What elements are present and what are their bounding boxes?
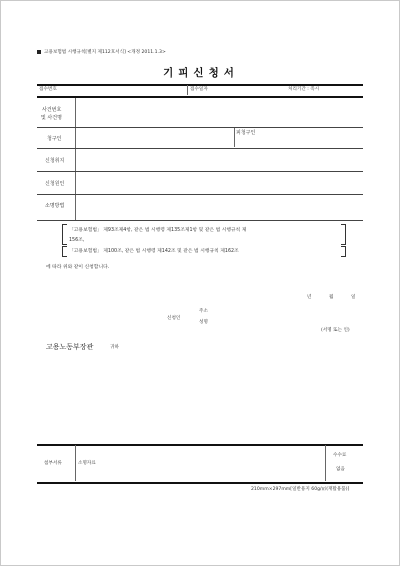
label-column-divider	[75, 98, 76, 220]
statute-line-4: 에 따라 위와 같이 신청합니다.	[46, 265, 110, 270]
statute-line-1: 「고용보험법」 제93조제4항, 같은 법 시행령 제135조제1항 및 같은 법 시행규칙 제	[69, 228, 247, 233]
reason-label: 신청원인	[45, 181, 65, 187]
attachments-label: 첨부서류	[44, 461, 62, 466]
sign-note: (서명 또는 인)	[321, 328, 350, 333]
bracket-right	[341, 224, 346, 245]
footer-bottom-border	[37, 482, 363, 484]
receipt-number-label: 접수번호	[39, 87, 57, 92]
row-divider	[37, 148, 363, 149]
fee-value: 없음	[336, 467, 345, 472]
applicant-label: 신청인	[167, 316, 181, 321]
table-header-divider	[37, 96, 363, 98]
bracket-left	[62, 224, 67, 245]
case-number-label-1: 사건번호	[42, 107, 62, 113]
divider	[234, 128, 235, 147]
form-reference-text: 고용보험법 시행규칙[별지 제112호서식] <개정 2011.1.3>	[44, 50, 166, 55]
case-number-label-2: 및 사건명	[41, 115, 62, 121]
divider	[187, 85, 188, 95]
date-year: 년	[307, 295, 312, 300]
addressee-honorific: 귀하	[110, 345, 119, 350]
date-day: 일	[351, 295, 356, 300]
date-month: 월	[329, 295, 334, 300]
row-divider	[37, 220, 363, 221]
footer-top-border	[37, 444, 363, 446]
address-label: 주소	[199, 309, 208, 314]
statute-line-3: 「고용보험법」 제100조, 같은 법 시행령 제142조 및 같은 법 시행규칙 제162조	[69, 249, 239, 254]
row-divider	[37, 127, 363, 128]
form-reference-header	[37, 49, 166, 55]
respondent-label: 피청구인	[236, 130, 256, 136]
statute-line-2: 156조,	[69, 238, 85, 243]
bracket-right	[341, 246, 346, 257]
fee-label: 수수료	[333, 453, 347, 458]
purpose-label: 신청취지	[45, 158, 65, 164]
processing-period-label: 처리기간 : 즉시	[288, 87, 320, 92]
evidence-label: 소명방법	[45, 203, 65, 209]
paper-spec: 210mm×297mm[일반용지 60g/㎡(재활용품)]	[251, 487, 350, 492]
receipt-date-label: 접수일자	[190, 87, 208, 92]
divider	[75, 445, 76, 481]
row-divider	[37, 194, 363, 195]
addressee-name: 고용노동부장관	[46, 343, 94, 351]
document-title: 기피신청서	[163, 67, 239, 79]
attachments-value: 소명자료	[78, 461, 96, 466]
divider	[325, 445, 326, 481]
row-divider	[37, 171, 363, 172]
bracket-left	[62, 246, 67, 257]
name-label: 성명	[199, 320, 208, 325]
claimant-label: 청구인	[47, 136, 62, 142]
square-bullet-icon	[37, 50, 41, 54]
